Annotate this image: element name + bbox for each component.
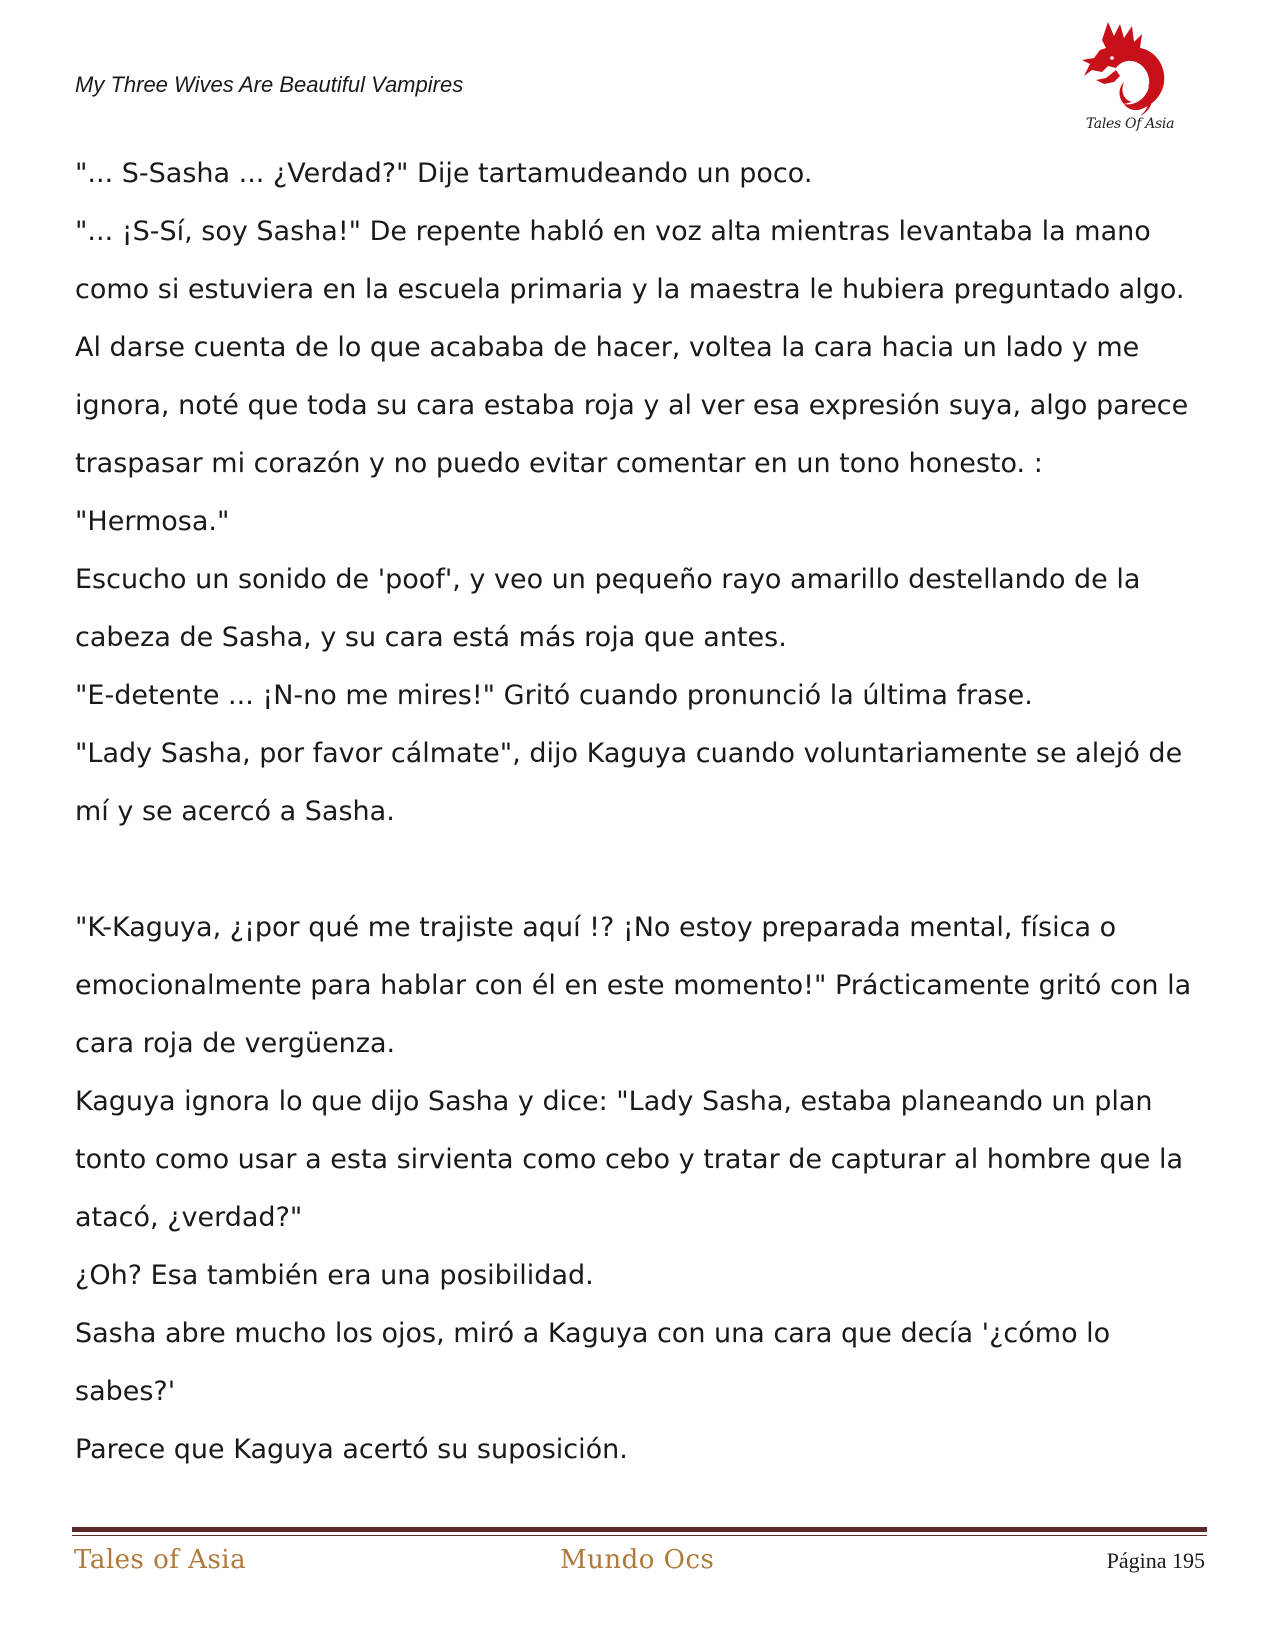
document-body <box>75 145 1205 1479</box>
footer-divider <box>72 1527 1207 1532</box>
paragraph: "E-detente ... ¡N-no me mires!" Gritó cuando pronunció la última frase. <box>75 680 1033 711</box>
paragraph: ¿Oh? Esa también era una posibilidad. <box>75 1260 594 1291</box>
footer-divider-thin <box>72 1535 1207 1536</box>
paragraph: Kaguya ignora lo que dijo Sasha y dice: "Lady Sasha, estaba planeando un plan tonto como usar a esta sirvienta como cebo y tratar de capturar al hombre que la atacó, ¿verdad?" <box>75 1086 1184 1233</box>
document-header-title: My Three Wives Are Beautiful Vampires <box>75 72 464 97</box>
paragraph: "... S-Sasha ... ¿Verdad?" Dije tartamudeando un poco. <box>75 158 813 189</box>
paragraph: Sasha abre mucho los ojos, miró a Kaguya con una cara que decía '¿cómo lo sabes?' <box>75 1318 1111 1407</box>
paragraph: "Lady Sasha, por favor cálmate", dijo Kaguya cuando voluntariamente se alejó de mí y se acercó a Sasha. <box>75 738 1183 827</box>
logo-text: Tales Of Asia <box>1085 116 1175 132</box>
paragraph-spacer <box>75 841 1205 899</box>
paragraph: "K-Kaguya, ¿¡por qué me trajiste aquí !? ¡No estoy preparada mental, física o emocionalmente para hablar con él en este momento!" Prácticamente gritó con la cara roja de vergüenza. <box>75 912 1192 1059</box>
page-number: Página 195 <box>1106 1548 1205 1573</box>
footer-brand: Tales of Asia <box>74 1545 247 1575</box>
paragraph: "Hermosa." <box>75 506 230 537</box>
paragraph: Al darse cuenta de lo que acababa de hacer, voltea la cara hacia un lado y me ignora, noté que toda su cara estaba roja y al ver esa expresión suya, algo parece traspasar mi corazón y no puedo evitar comentar en un tono honesto. : <box>75 332 1189 479</box>
footer-translator: Mundo Ocs <box>560 1545 715 1575</box>
paragraph: Parece que Kaguya acertó su suposición. <box>75 1434 628 1465</box>
paragraph: "... ¡S-Sí, soy Sasha!" De repente habló en voz alta mientras levantaba la mano como si estuviera en la escuela primaria y la maestra le hubiera preguntado algo. <box>75 216 1185 305</box>
paragraph: Escucho un sonido de 'poof', y veo un pequeño rayo amarillo destellando de la cabeza de Sasha, y su cara está más roja que antes. <box>75 564 1141 653</box>
